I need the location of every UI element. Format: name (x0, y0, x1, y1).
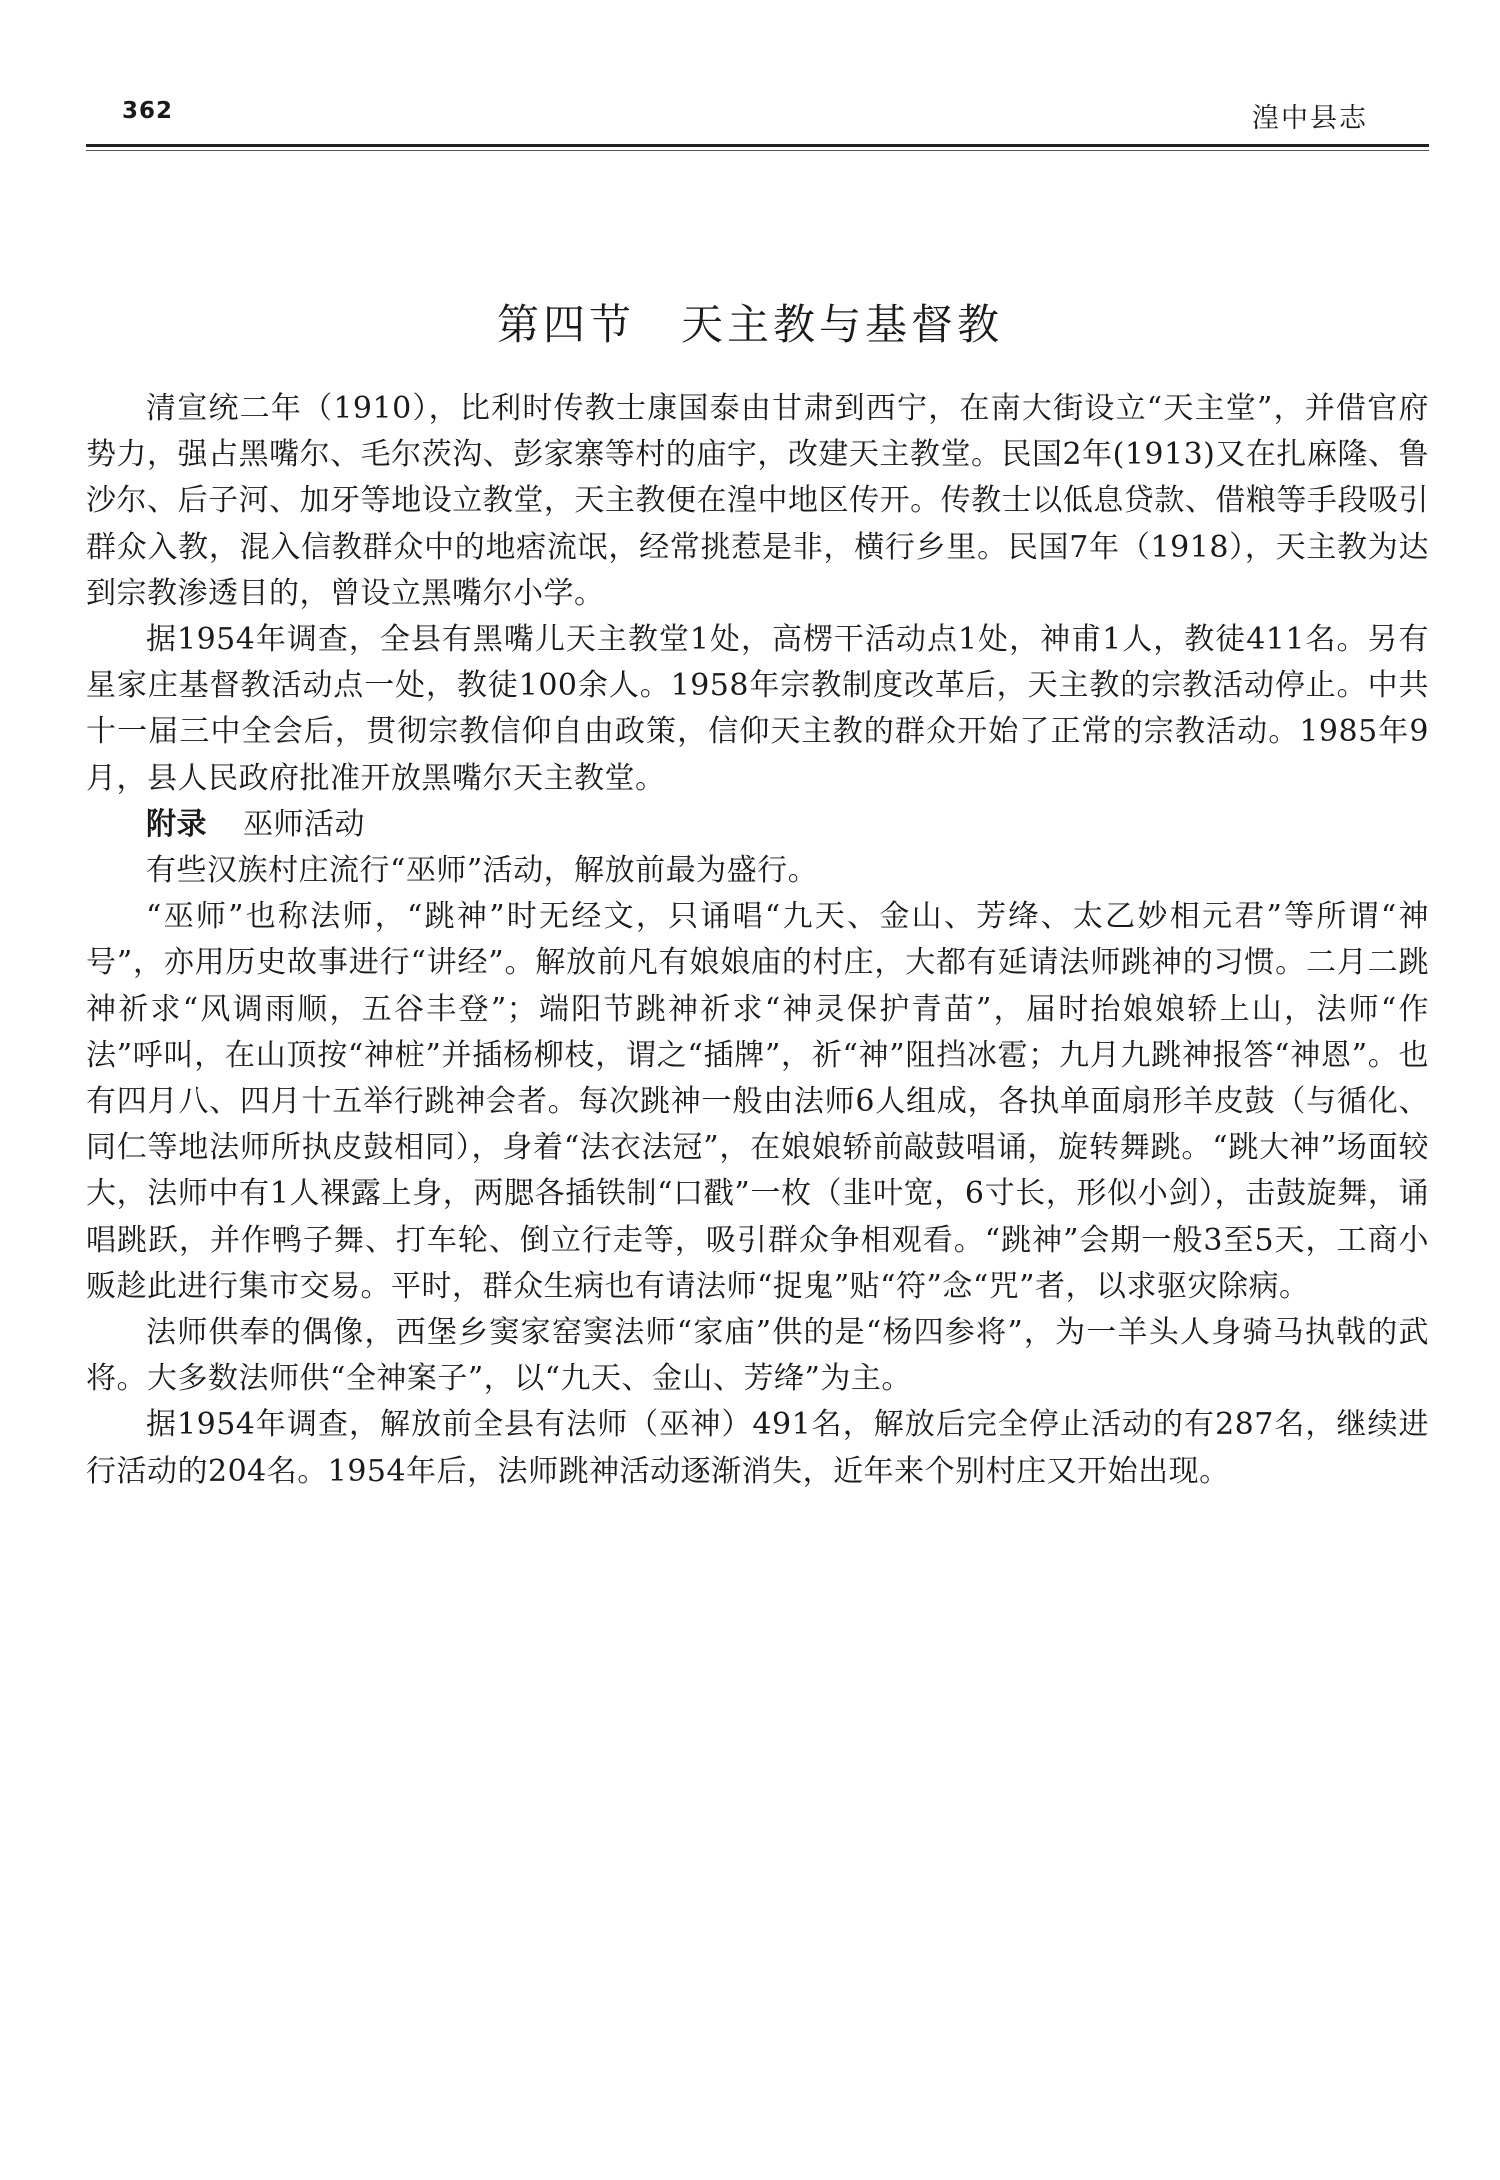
appendix-paragraph-3: 法师供奉的偶像，西堡乡窦家窑窦法师“家庙”供的是“杨四参将”，为一羊头人身骑马执戟的武将。大多数法师供“全神案子”，以“九天、金山、芳绛”为主。 (86, 1315, 1429, 1397)
appendix-heading (86, 802, 1429, 848)
appendix-title: 巫师活动 (243, 806, 365, 842)
body-text (86, 386, 1429, 1495)
page-number: 362 (122, 98, 174, 124)
paragraph-2: 据1954年调查，全县有黑嘴儿天主教堂1处，高楞干活动点1处，神甫1人，教徒411名。另有星家庄基督教活动点一处，教徒100余人。1958年宗教制度改革后，天主教的宗教活动停止。中共十一届三中全会后，贯彻宗教信仰自由政策，信仰天主教的群众开始了正常的宗教活动。1985年9月，县人民政府批准开放黑嘴尔天主教堂。 (86, 622, 1429, 796)
appendix-label: 附录 (146, 806, 207, 842)
section-title: 第四节 天主教与基督教 (496, 300, 1003, 349)
appendix-paragraph-2: “巫师”也称法师，“跳神”时无经文，只诵唱“九天、金山、芳绛、太乙妙相元君”等所谓“神号”，亦用历史故事进行“讲经”。解放前凡有娘娘庙的村庄，大都有延请法师跳神的习惯。二月二跳神祈求“风调雨顺，五谷丰登”；端阳节跳神祈求“神灵保护青苗”，届时抬娘娘轿上山，法师“作法”呼叫，在山顶按“神桩”并插杨柳枝，谓之“插牌”，祈“神”阻挡冰雹；九月九跳神报答“神恩”。也有四月八、四月十五举行跳神会者。每次跳神一般由法师6人组成，各执单面扇形羊皮鼓（与循化、同仁等地法师所执皮鼓相同），身着“法衣法冠”，在娘娘轿前敲鼓唱诵，旋转舞跳。“跳大神”场面较大，法师中有1人裸露上身，两腮各插铁制“口戳”一枚（韭叶宽，6寸长，形似小剑），击鼓旋舞，诵唱跳跃，并作鸭子舞、打车轮、倒立行走等，吸引群众争相观看。“跳神”会期一般3至5天，工商小贩趁此进行集市交易。平时，群众生病也有请法师“捉鬼”贴“符”念“咒”者，以求驱灾除病。 (86, 899, 1429, 1304)
header-rule-thin (86, 150, 1429, 151)
paragraph-1: 清宣统二年（1910），比利时传教士康国泰由甘肃到西宁，在南大街设立“天主堂”，并借官府势力，强占黑嘴尔、毛尔茨沟、彭家寨等村的庙宇，改建天主教堂。民国2年(1913)又在扎麻隆、鲁沙尔、后子河、加牙等地设立教堂，天主教便在湟中地区传开。传教士以低息贷款、借粮等手段吸引群众入教，混入信教群众中的地痞流氓，经常挑惹是非，横行乡里。民国7年（1918），天主教为达到宗教渗透目的，曾设立黑嘴尔小学。 (86, 391, 1429, 611)
running-head: 湟中县志 (1252, 103, 1368, 134)
appendix-paragraph-1: 有些汉族村庄流行“巫师”活动，解放前最为盛行。 (146, 853, 819, 889)
appendix-paragraph-4: 据1954年调查，解放前全县有法师（巫神）491名，解放后完全停止活动的有287名，继续进行活动的204名。1954年后，法师跳神活动逐渐消失，近年来个别村庄又开始出现。 (86, 1407, 1429, 1489)
header-rule-thick (86, 144, 1429, 147)
